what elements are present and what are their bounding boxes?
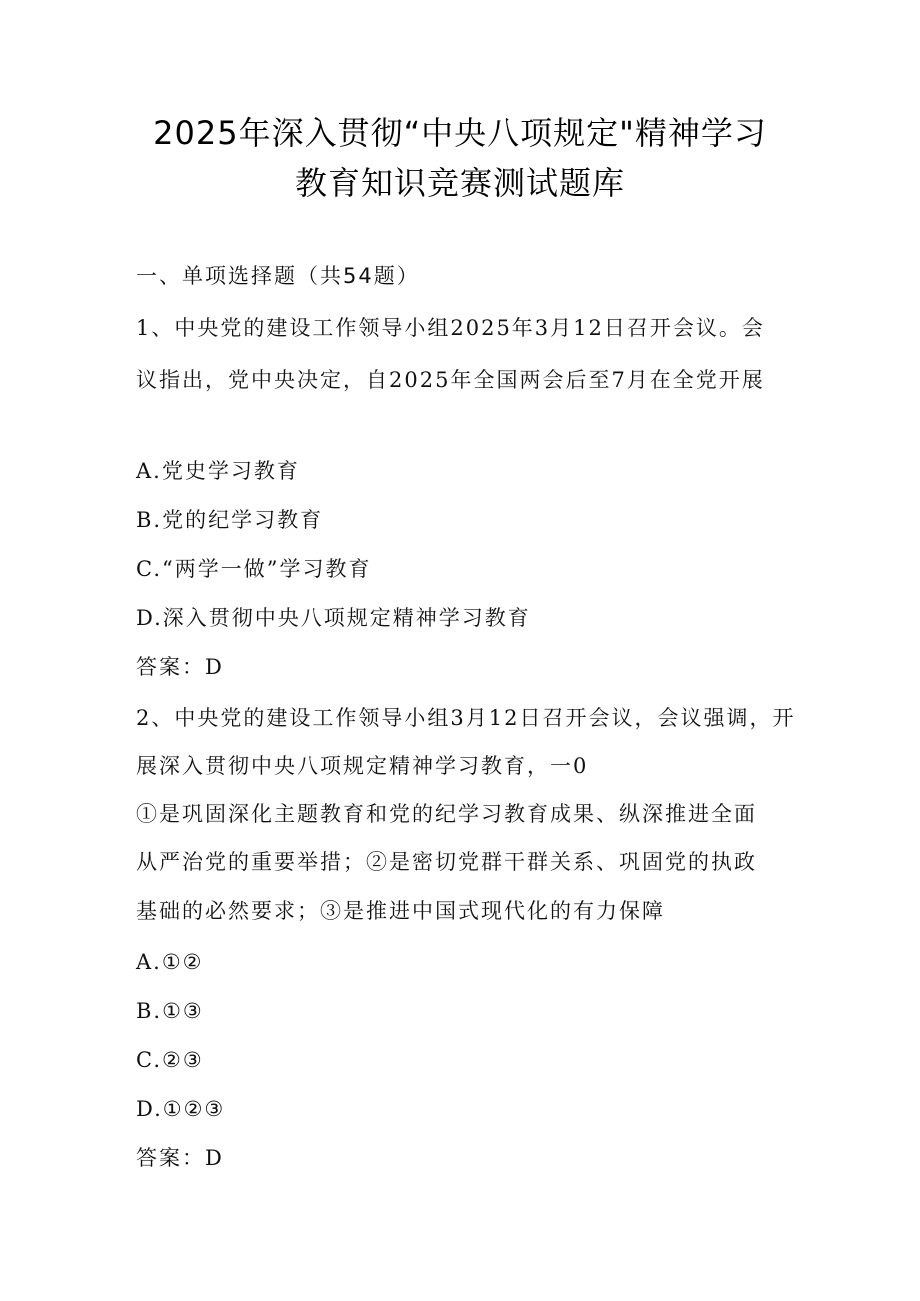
section-heading: 一、单项选择题（共54题）: [136, 264, 420, 288]
question-1-option-a: A.党史学习教育: [136, 459, 300, 483]
question-2-stem-line-2: 展深入贯彻中央八项规定精神学习教育，一0: [136, 754, 589, 778]
question-2-option-d: D.①②③: [136, 1097, 226, 1121]
question-1-option-c: C.“两学一做”学习教育: [136, 557, 372, 581]
question-1-stem-line-2: 议指出，党中央决定，自2025年全国两会后至7月在全党开展: [136, 368, 765, 392]
document-title-line-2: 教育知识竞赛测试题库: [294, 164, 625, 202]
question-2-answer: 答案：D: [136, 1146, 224, 1170]
question-2-stem-line-1: 2、中央党的建设工作领导小组3月12日召开会议，会议强调，开: [136, 706, 796, 730]
document-title-line-1: 2025年深入贯彻“中央八项规定"精神学习: [153, 114, 767, 152]
question-2-stem-line-3: ①是巩固深化主题教育和党的纪学习教育成果、纵深推进全面: [136, 802, 757, 826]
question-2-option-b: B.①③: [136, 999, 204, 1023]
question-2-option-c: C.②③: [136, 1048, 204, 1072]
question-1-stem-line-1: 1、中央党的建设工作领导小组2025年3月12日召开会议。会: [136, 316, 765, 340]
question-1-answer: 答案：D: [136, 655, 224, 679]
question-2-option-a: A.①②: [136, 950, 204, 974]
question-2-stem-line-5: 基础的必然要求；③是推进中国式现代化的有力保障: [136, 899, 665, 923]
question-1-option-d: D.深入贯彻中央八项规定精神学习教育: [136, 606, 531, 630]
question-2-stem-line-4: 从严治党的重要举措；②是密切党群干群关系、巩固党的执政: [136, 850, 757, 874]
question-1-option-b: B.党的纪学习教育: [136, 508, 324, 532]
